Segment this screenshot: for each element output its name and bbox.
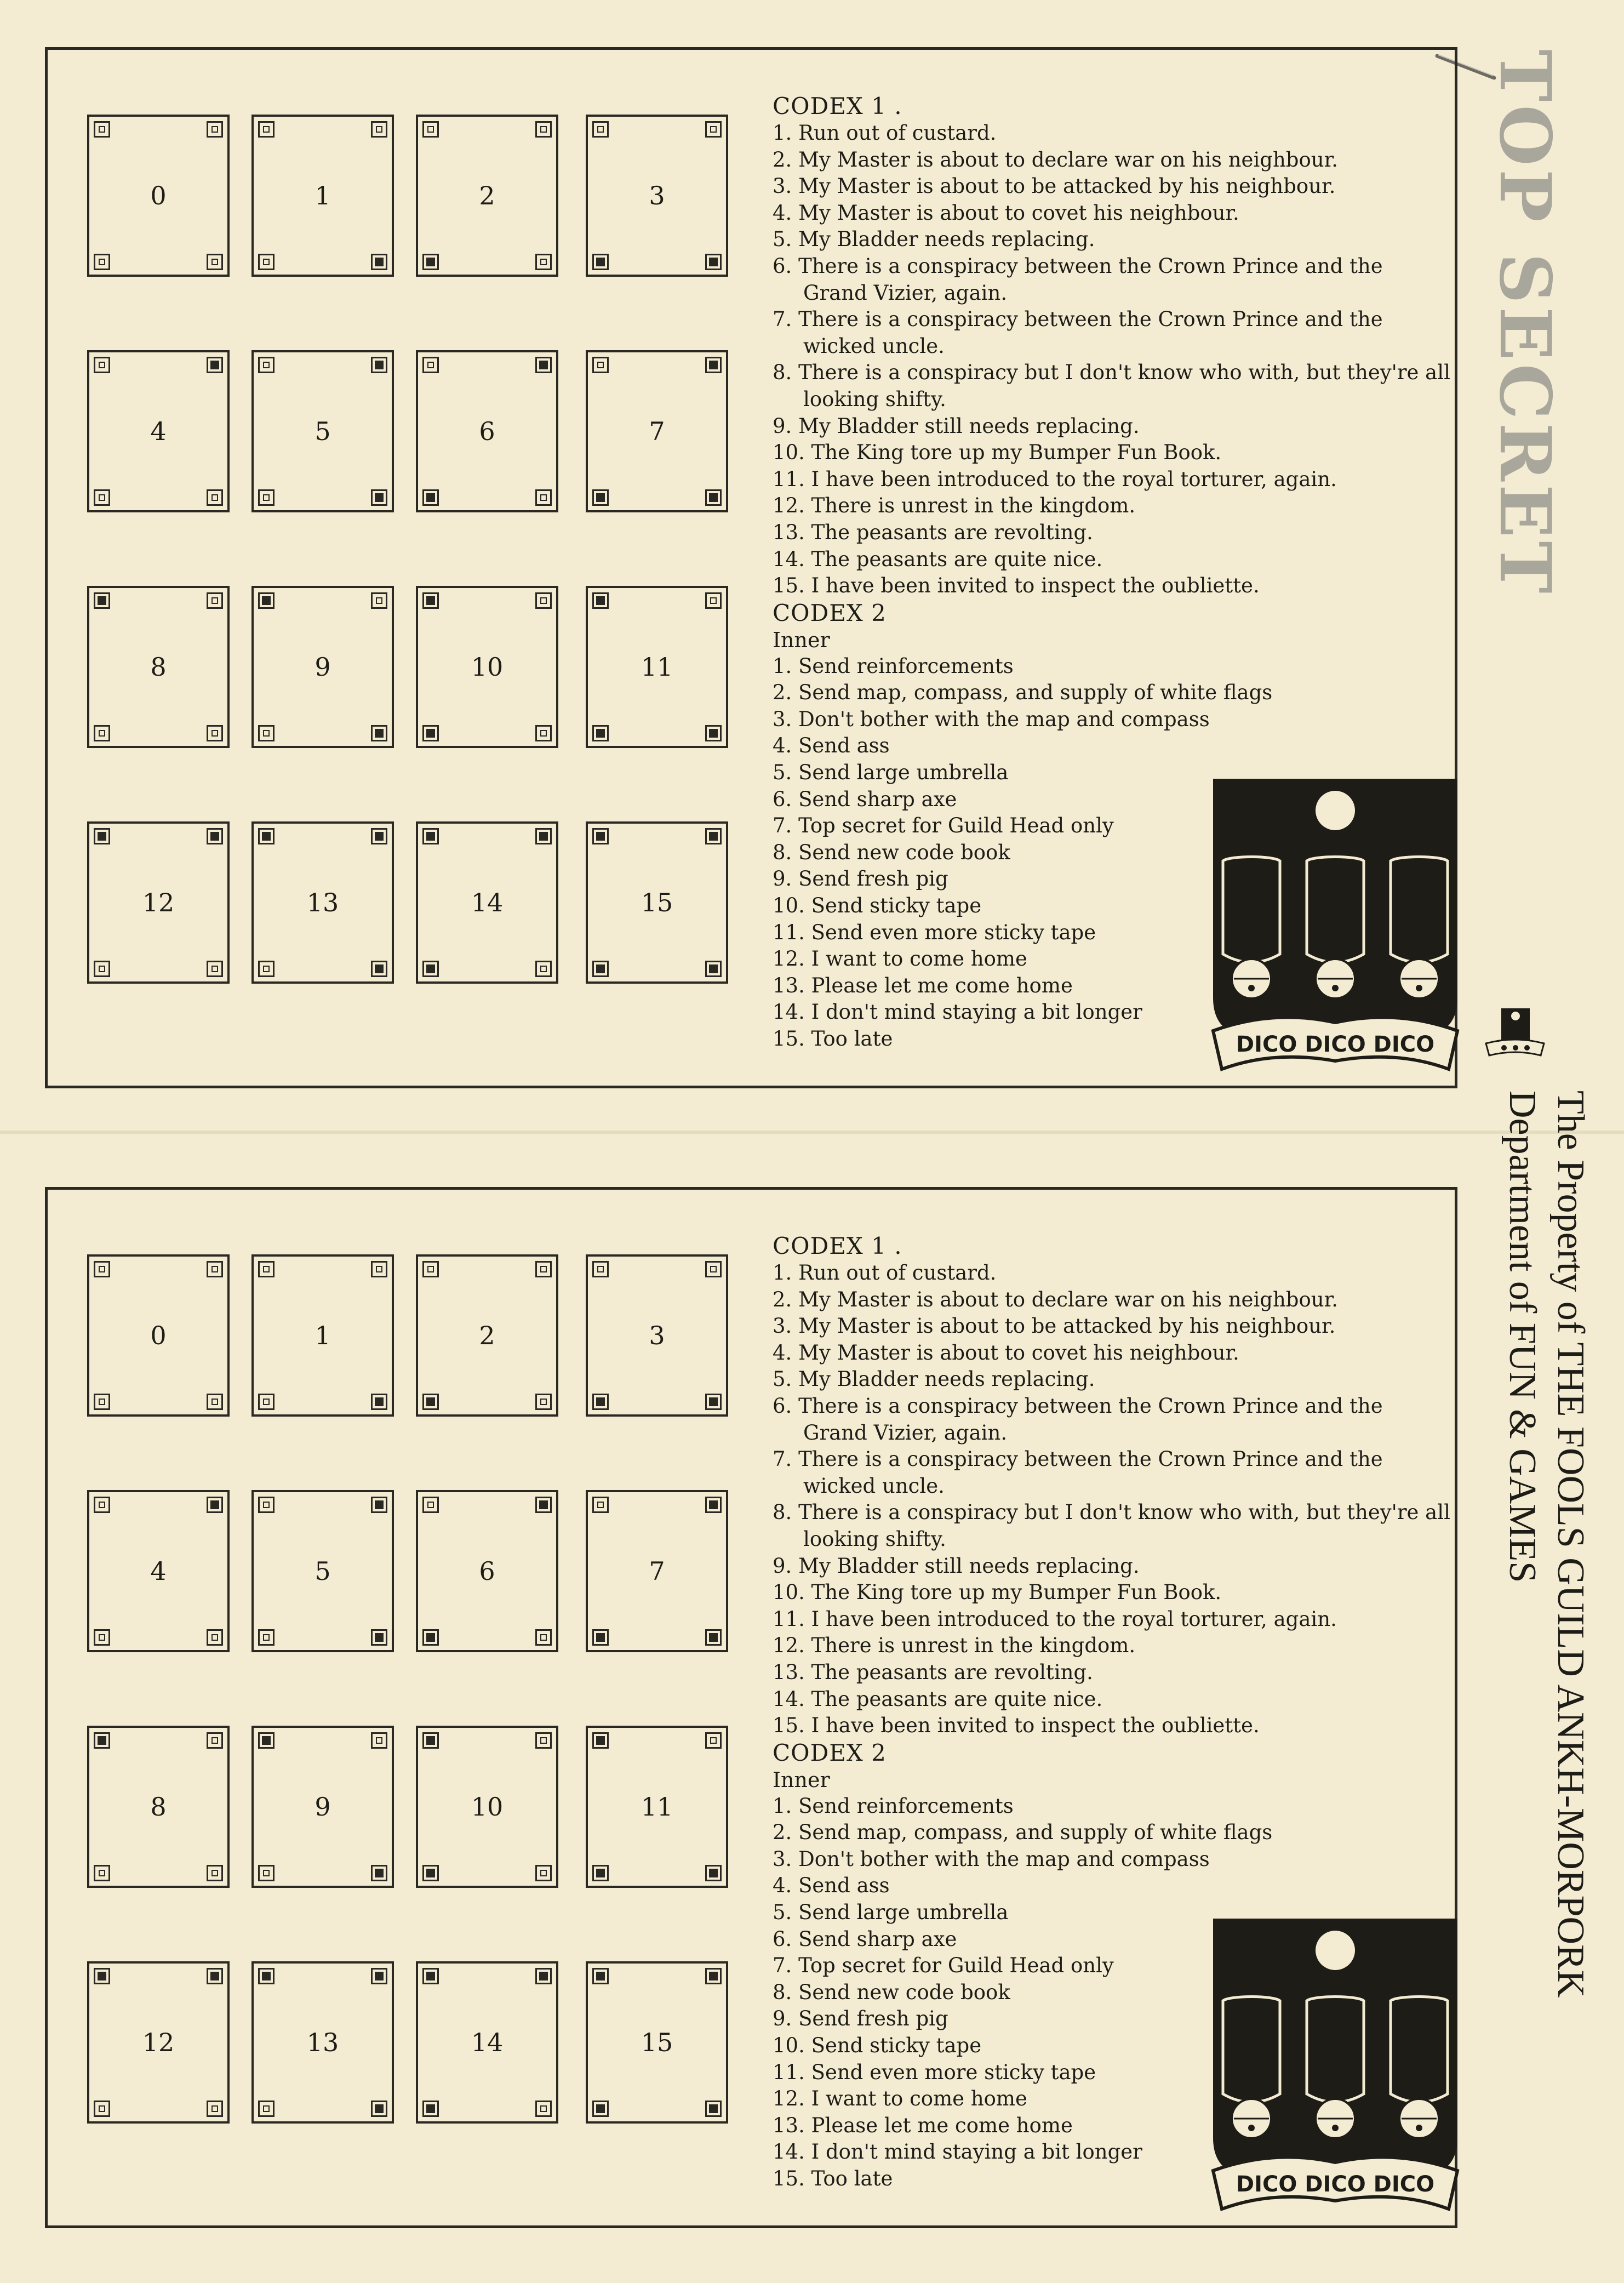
- corner-marker: [94, 961, 110, 977]
- corner-marker: [592, 1394, 609, 1410]
- codex1-item: 11. I have been introduced to the royal torturer, again.: [773, 467, 1337, 491]
- card-number: 2: [479, 1321, 495, 1350]
- code-card: [586, 1726, 728, 1888]
- card-number: 14: [471, 2028, 504, 2057]
- property-line-1: The Property of THE FOOLS GUILD ANKH-MORPORK: [1549, 1091, 1592, 1998]
- codex1-item: 9. My Bladder still needs replacing.: [773, 1554, 1140, 1578]
- codex1-item: 12. There is unrest in the kingdom.: [773, 494, 1136, 518]
- corner-marker: [535, 1968, 552, 1984]
- corner-marker: [422, 725, 439, 741]
- codex2-item: 8. Send new code book: [773, 1980, 1010, 2004]
- codex1-item: 15. I have been invited to inspect the oubliette.: [773, 1714, 1260, 1738]
- corner-marker: [258, 828, 275, 844]
- codex1-item: 9. My Bladder still needs replacing.: [773, 414, 1140, 438]
- card-number: 13: [306, 888, 339, 917]
- corner-marker: [94, 489, 110, 506]
- code-card: [87, 1490, 230, 1652]
- corner-marker: [535, 1497, 552, 1513]
- corner-marker: [258, 725, 275, 741]
- codex1-item: 1. Run out of custard.: [773, 1261, 997, 1285]
- corner-marker: [207, 1732, 223, 1749]
- corner-marker: [207, 1261, 223, 1277]
- card-number: 13: [306, 2028, 339, 2057]
- code-card: [416, 1726, 558, 1888]
- corner-marker: [207, 489, 223, 506]
- codex1-heading: CODEX 1 .: [773, 1232, 902, 1259]
- corner-marker: [207, 1629, 223, 1646]
- card-number: 7: [649, 416, 665, 446]
- corner-marker: [592, 725, 609, 741]
- codex2-heading: CODEX 2: [773, 1739, 887, 1766]
- corner-marker: [705, 1732, 722, 1749]
- corner-marker: [592, 1865, 609, 1881]
- corner-marker: [94, 828, 110, 844]
- code-card: [586, 1254, 728, 1417]
- corner-marker: [422, 828, 439, 844]
- corner-marker: [422, 1629, 439, 1646]
- card-number: 1: [314, 1321, 331, 1350]
- card-number: 14: [471, 888, 504, 917]
- corner-marker: [94, 1865, 110, 1881]
- code-card: [251, 821, 394, 984]
- code-card: [251, 1254, 394, 1417]
- code-card: [416, 1254, 558, 1417]
- codex2-item: 8. Send new code book: [773, 840, 1010, 864]
- corner-marker: [422, 2101, 439, 2117]
- corner-marker: [258, 1732, 275, 1749]
- code-card: [416, 1490, 558, 1652]
- corner-marker: [94, 1394, 110, 1410]
- card-number: 1: [314, 181, 331, 210]
- code-card: [87, 821, 230, 984]
- corner-marker: [371, 121, 387, 138]
- code-card: [586, 350, 728, 512]
- codex1-item: 10. The King tore up my Bumper Fun Book.: [773, 441, 1222, 465]
- corner-marker: [535, 121, 552, 138]
- corner-marker: [705, 357, 722, 373]
- codebook-panel-bottom: [45, 1187, 1457, 2228]
- card-number: 8: [150, 652, 167, 682]
- code-card: [251, 115, 394, 277]
- codex1-item: 7. There is a conspiracy between the Crown Prince and the wicked uncle.: [773, 307, 1383, 358]
- corner-marker: [535, 489, 552, 506]
- card-number: 7: [649, 1556, 665, 1586]
- code-card: [251, 1490, 394, 1652]
- property-notice: [1463, 1091, 1594, 2187]
- codex2-item: 7. Top secret for Guild Head only: [773, 814, 1114, 838]
- codex1-item: 13. The peasants are revolting.: [773, 1660, 1093, 1684]
- codex2-subheading: Inner: [773, 627, 830, 652]
- corner-marker: [592, 1968, 609, 1984]
- corner-marker: [371, 357, 387, 373]
- corner-marker: [422, 489, 439, 506]
- corner-marker: [94, 1629, 110, 1646]
- corner-marker: [592, 2101, 609, 2117]
- corner-marker: [422, 1497, 439, 1513]
- codex1-item: 14. The peasants are quite nice.: [773, 1687, 1103, 1711]
- codex2-item: 4. Send ass: [773, 734, 890, 758]
- codex1-item: 13. The peasants are revolting.: [773, 520, 1093, 544]
- corner-marker: [422, 254, 439, 270]
- corner-marker: [207, 1865, 223, 1881]
- corner-marker: [705, 2101, 722, 2117]
- corner-marker: [94, 1497, 110, 1513]
- corner-marker: [207, 121, 223, 138]
- card-number: 4: [150, 416, 167, 446]
- codex2-item: 13. Please let me come home: [773, 2113, 1073, 2137]
- codex2-item: 12. I want to come home: [773, 2087, 1027, 2111]
- corner-marker: [207, 961, 223, 977]
- codex1-item: 6. There is a conspiracy between the Crown Prince and the Grand Vizier, again.: [773, 254, 1383, 305]
- code-card: [586, 821, 728, 984]
- code-card: [416, 586, 558, 748]
- corner-marker: [258, 1629, 275, 1646]
- corner-marker: [258, 1497, 275, 1513]
- corner-marker: [705, 1968, 722, 1984]
- corner-marker: [207, 1497, 223, 1513]
- codex1-item: 3. My Master is about to be attacked by his neighbour.: [773, 1314, 1336, 1338]
- corner-marker: [592, 357, 609, 373]
- corner-marker: [422, 357, 439, 373]
- codex1-item: 14. The peasants are quite nice.: [773, 547, 1103, 571]
- corner-marker: [371, 1261, 387, 1277]
- corner-marker: [371, 828, 387, 844]
- card-number: 6: [479, 416, 495, 446]
- corner-marker: [258, 1394, 275, 1410]
- corner-marker: [535, 961, 552, 977]
- corner-marker: [371, 1732, 387, 1749]
- card-number: 3: [649, 181, 665, 210]
- corner-marker: [592, 592, 609, 609]
- corner-marker: [371, 1497, 387, 1513]
- codex1-item: 2. My Master is about to declare war on his neighbour.: [773, 1287, 1338, 1311]
- codex1-item: 11. I have been introduced to the royal torturer, again.: [773, 1607, 1337, 1631]
- corner-marker: [258, 357, 275, 373]
- corner-marker: [705, 1629, 722, 1646]
- codex2-item: 15. Too late: [773, 2167, 893, 2190]
- card-number: 0: [150, 181, 167, 210]
- corner-marker: [258, 1968, 275, 1984]
- codex2-item: 5. Send large umbrella: [773, 761, 1009, 785]
- codex2-item: 14. I don't mind staying a bit longer: [773, 1000, 1142, 1024]
- corner-marker: [422, 1865, 439, 1881]
- code-card: [87, 115, 230, 277]
- code-card: [416, 1961, 558, 2124]
- card-number: 9: [314, 1792, 331, 1822]
- corner-marker: [371, 1865, 387, 1881]
- codex2-item: 1. Send reinforcements: [773, 654, 1014, 678]
- emblem-motto: DICO DICO DICO: [1236, 2172, 1435, 2197]
- code-card: [251, 1726, 394, 1888]
- card-number: 0: [150, 1321, 167, 1350]
- card-number: 5: [314, 416, 331, 446]
- corner-marker: [207, 828, 223, 844]
- corner-marker: [207, 592, 223, 609]
- codex1-item: 4. My Master is about to covet his neighbour.: [773, 1340, 1239, 1365]
- card-number: 10: [471, 1792, 504, 1822]
- fools-guild-emblem-icon: [1208, 773, 1463, 1080]
- corner-marker: [371, 1968, 387, 1984]
- codex2-subheading: Inner: [773, 1767, 830, 1792]
- corner-marker: [371, 1629, 387, 1646]
- code-card: [251, 350, 394, 512]
- corner-marker: [258, 2101, 275, 2117]
- codex2-item: 15. Too late: [773, 1027, 893, 1051]
- corner-marker: [535, 1394, 552, 1410]
- corner-marker: [705, 254, 722, 270]
- corner-marker: [94, 254, 110, 270]
- corner-marker: [705, 1865, 722, 1881]
- codebook-panel-top: [45, 47, 1457, 1088]
- corner-marker: [535, 2101, 552, 2117]
- codex2-item: 6. Send sharp axe: [773, 1927, 957, 1951]
- codex1-item: 8. There is a conspiracy but I don't know who with, but they're all looking shifty.: [773, 361, 1450, 411]
- code-card: [87, 1961, 230, 2124]
- code-card: [586, 586, 728, 748]
- codex1-item: 5. My Bladder needs replacing.: [773, 227, 1095, 252]
- codex1-list: [773, 1260, 1452, 1739]
- codex2-item: 2. Send map, compass, and supply of white flags: [773, 681, 1273, 705]
- corner-marker: [422, 1261, 439, 1277]
- code-card: [416, 350, 558, 512]
- corner-marker: [258, 489, 275, 506]
- codex1-item: 5. My Bladder needs replacing.: [773, 1367, 1095, 1391]
- fold-crease: [0, 1131, 1624, 1134]
- codex2-item: 1. Send reinforcements: [773, 1794, 1014, 1818]
- code-card: [87, 586, 230, 748]
- corner-marker: [422, 121, 439, 138]
- card-number: 8: [150, 1792, 167, 1822]
- code-card: [586, 115, 728, 277]
- corner-marker: [592, 1261, 609, 1277]
- codex2-item: 13. Please let me come home: [773, 973, 1073, 997]
- card-number: 4: [150, 1556, 167, 1586]
- corner-marker: [705, 1261, 722, 1277]
- codex2-item: 11. Send even more sticky tape: [773, 2060, 1096, 2084]
- code-card: [87, 350, 230, 512]
- corner-marker: [258, 1261, 275, 1277]
- corner-marker: [94, 1261, 110, 1277]
- codex2-item: 3. Don't bother with the map and compass: [773, 1847, 1210, 1871]
- card-number: 3: [649, 1321, 665, 1350]
- corner-marker: [207, 1968, 223, 1984]
- card-grid: [48, 50, 760, 1091]
- codex1-item: 10. The King tore up my Bumper Fun Book.: [773, 1580, 1222, 1605]
- corner-marker: [422, 961, 439, 977]
- card-number: 10: [471, 652, 504, 682]
- corner-marker: [422, 1732, 439, 1749]
- small-jester-logo-icon: [1479, 1008, 1551, 1063]
- code-card: [251, 1961, 394, 2124]
- codex2-item: 5. Send large umbrella: [773, 1900, 1009, 1925]
- codex2-item: 6. Send sharp axe: [773, 787, 957, 811]
- codex1-item: 8. There is a conspiracy but I don't know who with, but they're all looking shifty.: [773, 1500, 1450, 1551]
- codex1-item: 3. My Master is about to be attacked by his neighbour.: [773, 174, 1336, 198]
- corner-marker: [94, 2101, 110, 2117]
- corner-marker: [371, 254, 387, 270]
- corner-marker: [705, 489, 722, 506]
- codex2-item: 11. Send even more sticky tape: [773, 920, 1096, 944]
- corner-marker: [371, 592, 387, 609]
- codex2-item: 14. I don't mind staying a bit longer: [773, 2140, 1142, 2164]
- corner-marker: [258, 121, 275, 138]
- codex2-item: 3. Don't bother with the map and compass: [773, 707, 1210, 731]
- codex1-item: 12. There is unrest in the kingdom.: [773, 1634, 1136, 1658]
- card-number: 11: [641, 652, 673, 682]
- corner-marker: [705, 1394, 722, 1410]
- card-grid: [48, 1190, 760, 2231]
- corner-marker: [371, 1394, 387, 1410]
- corner-marker: [371, 2101, 387, 2117]
- corner-marker: [94, 121, 110, 138]
- corner-marker: [705, 961, 722, 977]
- codex1-item: 15. I have been invited to inspect the oubliette.: [773, 574, 1260, 598]
- codex1-list: [773, 120, 1452, 600]
- corner-marker: [94, 1968, 110, 1984]
- corner-marker: [535, 1865, 552, 1881]
- corner-marker: [258, 254, 275, 270]
- code-card: [586, 1961, 728, 2124]
- codex2-item: 10. Send sticky tape: [773, 2034, 982, 2058]
- codex1-item: 4. My Master is about to covet his neighbour.: [773, 201, 1239, 225]
- card-number: 12: [142, 2028, 175, 2057]
- corner-marker: [94, 725, 110, 741]
- code-card: [251, 586, 394, 748]
- corner-marker: [705, 121, 722, 138]
- corner-marker: [422, 592, 439, 609]
- corner-marker: [535, 592, 552, 609]
- codex2-item: 4. Send ass: [773, 1874, 890, 1898]
- code-card: [87, 1254, 230, 1417]
- codex1-item: 7. There is a conspiracy between the Crown Prince and the wicked uncle.: [773, 1447, 1383, 1498]
- top-secret-stamp: TOP SECRET: [1484, 49, 1566, 597]
- fools-guild-emblem-icon: [1208, 1913, 1463, 2220]
- codex2-item: 2. Send map, compass, and supply of white flags: [773, 1820, 1273, 1845]
- card-number: 2: [479, 181, 495, 210]
- codex2-item: 9. Send fresh pig: [773, 867, 948, 891]
- codex2-item: 10. Send sticky tape: [773, 894, 982, 918]
- corner-marker: [207, 2101, 223, 2117]
- corner-marker: [535, 1629, 552, 1646]
- corner-marker: [592, 489, 609, 506]
- corner-marker: [258, 961, 275, 977]
- code-card: [586, 1490, 728, 1652]
- corner-marker: [94, 592, 110, 609]
- corner-marker: [592, 1497, 609, 1513]
- corner-marker: [705, 725, 722, 741]
- corner-marker: [371, 489, 387, 506]
- code-card: [416, 115, 558, 277]
- corner-marker: [371, 961, 387, 977]
- corner-marker: [592, 1629, 609, 1646]
- corner-marker: [592, 961, 609, 977]
- code-card: [87, 1726, 230, 1888]
- corner-marker: [422, 1968, 439, 1984]
- corner-marker: [705, 1497, 722, 1513]
- corner-marker: [94, 357, 110, 373]
- card-number: 5: [314, 1556, 331, 1586]
- codex2-item: 12. I want to come home: [773, 947, 1027, 971]
- code-card: [416, 821, 558, 984]
- corner-marker: [535, 254, 552, 270]
- corner-marker: [207, 254, 223, 270]
- codex1-item: 6. There is a conspiracy between the Crown Prince and the Grand Vizier, again.: [773, 1394, 1383, 1445]
- corner-marker: [422, 1394, 439, 1410]
- card-number: 12: [142, 888, 175, 917]
- corner-marker: [705, 592, 722, 609]
- corner-marker: [207, 1394, 223, 1410]
- corner-marker: [592, 121, 609, 138]
- corner-marker: [535, 828, 552, 844]
- corner-marker: [705, 828, 722, 844]
- corner-marker: [258, 592, 275, 609]
- card-number: 11: [641, 1792, 673, 1822]
- property-line-2: Department of FUN & GAMES: [1501, 1091, 1543, 1583]
- corner-marker: [592, 254, 609, 270]
- corner-marker: [535, 357, 552, 373]
- corner-marker: [207, 357, 223, 373]
- corner-marker: [592, 1732, 609, 1749]
- codex2-heading: CODEX 2: [773, 599, 887, 626]
- corner-marker: [371, 725, 387, 741]
- codex2-item: 9. Send fresh pig: [773, 2007, 948, 2031]
- corner-marker: [258, 1865, 275, 1881]
- corner-marker: [535, 1732, 552, 1749]
- card-number: 15: [641, 888, 673, 917]
- corner-marker: [535, 1261, 552, 1277]
- corner-marker: [535, 725, 552, 741]
- card-number: 6: [479, 1556, 495, 1586]
- codex2-item: 7. Top secret for Guild Head only: [773, 1954, 1114, 1978]
- codex1-heading: CODEX 1 .: [773, 93, 902, 119]
- corner-marker: [94, 1732, 110, 1749]
- corner-marker: [207, 725, 223, 741]
- corner-marker: [592, 828, 609, 844]
- codex1-item: 1. Run out of custard.: [773, 121, 997, 145]
- codex1-item: 2. My Master is about to declare war on his neighbour.: [773, 147, 1338, 172]
- card-number: 15: [641, 2028, 673, 2057]
- emblem-motto: DICO DICO DICO: [1236, 1032, 1435, 1057]
- card-number: 9: [314, 652, 331, 682]
